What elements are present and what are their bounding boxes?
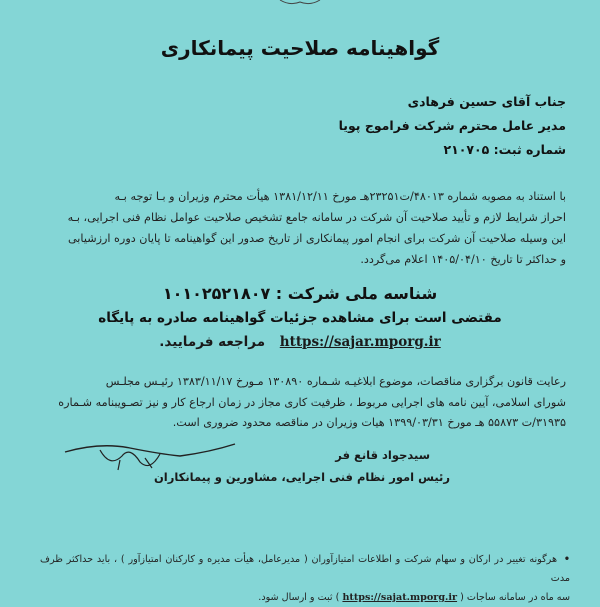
certificate-title: گواهینامه صلاحیت پیمانکاری: [160, 36, 440, 60]
footnote-line: [40, 550, 570, 588]
certificate-body: [36, 186, 566, 270]
national-id: شناسه ملی شرکت : ۱۰۱۰۲۵۲۱۸۰۷: [162, 284, 438, 303]
footnote-text: سه ماه در سامانه ساجات (: [460, 592, 570, 603]
body-line: و حداکثر تا تاریخ ۱۴۰۵/۰۴/۱۰ اعلام می‌گردد.: [360, 253, 566, 266]
compliance-line: رعایت قانون برگزاری مناقصات، موضوع ابلاغیـه شـماره ۱۳۰۸۹۰ مـورخ ۱۳۸۳/۱۱/۱۷ رئیـس مجلـس: [105, 375, 566, 388]
body-line: احراز شرایط لازم و تأیید صلاحیت آن شرکت در سامانه جامع تشخیص صلاحیت عوامل نظام فنی اجرایی، بـه: [67, 211, 566, 224]
instruction-line: مقتضی است برای مشاهده جزئیات گواهینامه صادره به پایگاه: [98, 310, 502, 326]
body-line: این وسیله صلاحیت آن شرکت برای انجام امور پیمانکاری از تاریخ صدور این گواهینامه تا پایان دوره ارزشیابی: [67, 232, 566, 245]
signatory-title: رئیس امور نظام فنی اجرایی، مشاورین و پیمانکاران: [153, 470, 450, 484]
body-line: با استناد به مصوبه شماره ۴۸۰۱۳/ت۲۳۲۵۱هـ مورخ ۱۳۸۱/۱۲/۱۱ هیأت محترم وزیران و بـا توجه بـه: [114, 190, 566, 203]
signature-image: [60, 438, 240, 498]
footnote-text: ) ثبت و ارسال شود.: [258, 592, 340, 603]
instruction-ending: مراجعه فرمایید.: [159, 334, 266, 350]
compliance-line: شورای اسلامی، آیین نامه های اجرایی مربوط ، ظرفیت کاری مجاز در زمان ارجاع کار و نیز تصـویبنامه شـماره: [58, 395, 566, 409]
sajat-link[interactable]: https://sajat.mporg.ir: [342, 592, 458, 603]
header-emblem-fragment: [270, 0, 330, 8]
compliance-paragraph: [36, 372, 566, 434]
signatory-name: سیدجواد قانع فر: [335, 448, 430, 462]
recipient-position: مدیر عامل محترم شرکت فراموج پویا: [338, 118, 566, 133]
bullet-icon: •: [563, 554, 570, 565]
instruction-link-line: [0, 334, 600, 350]
compliance-line: ۳۱۹۳۵/ت ۵۵۸۷۳ هـ مورخ ۱۳۹۹/۰۳/۳۱ هیات وزیران در مناقصه محدود ضروری است.: [172, 416, 566, 429]
sajar-link[interactable]: https://sajar.mporg.ir: [279, 334, 441, 350]
registration-number: شماره ثبت: ۲۱۰۷۰۵: [443, 142, 566, 157]
footnote-line: [40, 588, 570, 607]
footnote: [40, 550, 570, 607]
footnote-text: هرگونه تغییر در ارکان و سهام شرکت و اطلاعات امتیازآوران ( مدیرعامل، هیأت مدیره و کارکنان امتیازآور ) ، باید حداکثر ظرف مدت: [40, 554, 570, 584]
recipient-greeting: جناب آقای حسین فرهادی: [407, 94, 566, 109]
